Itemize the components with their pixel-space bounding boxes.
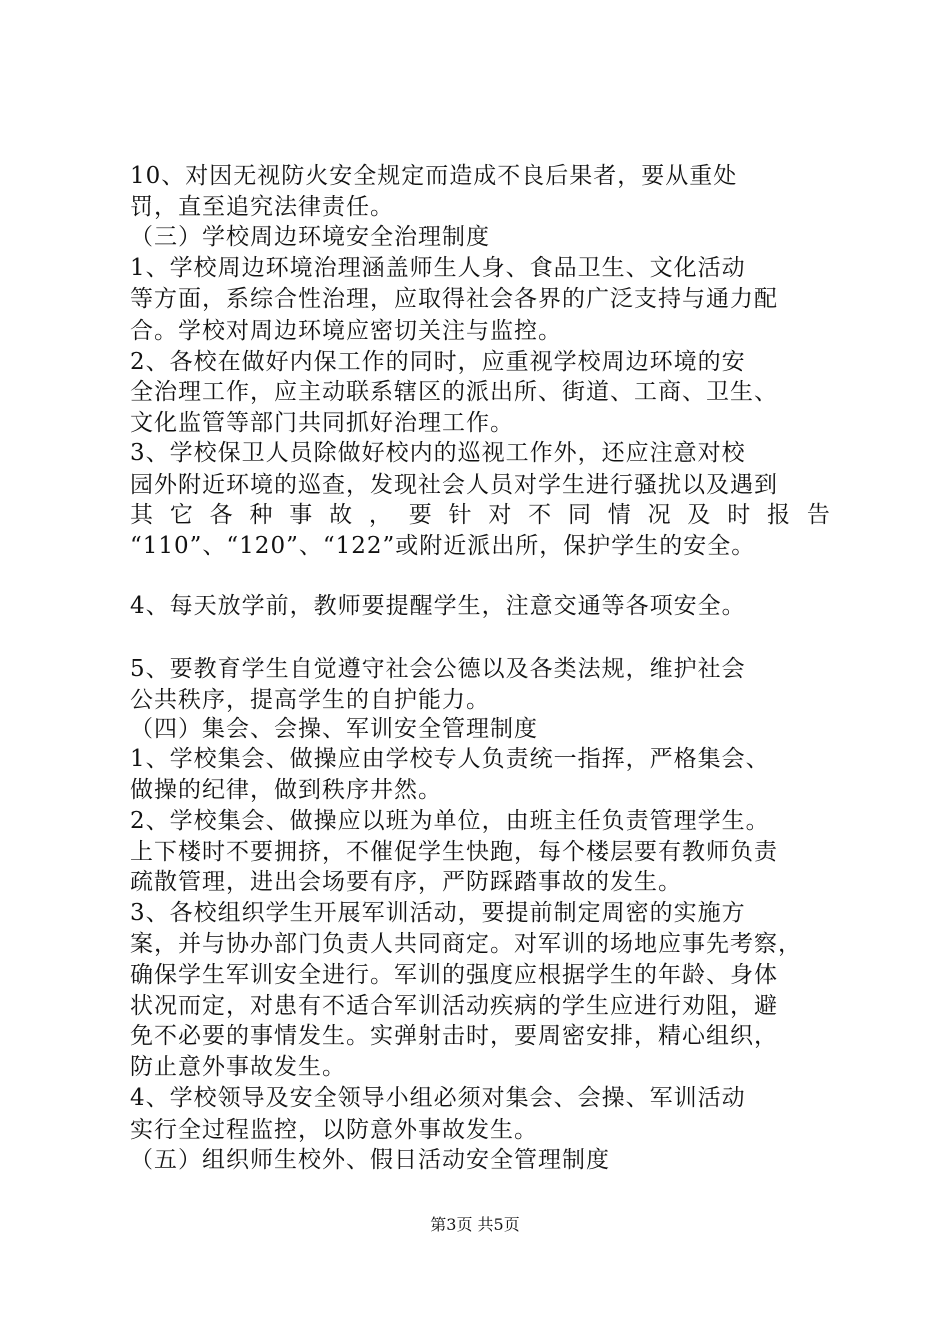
- body-text-line: “110”、“120”、“122”或附近派出所，保护学生的安全。: [130, 533, 756, 559]
- text-char: 对: [488, 502, 512, 528]
- body-text-line: 公共秩序，提高学生的自护能力。: [130, 687, 490, 713]
- body-text-line: 防止意外事故发生。: [130, 1054, 346, 1080]
- text-char: 故: [329, 502, 353, 528]
- text-char: 报: [767, 502, 790, 528]
- text-char: 种: [249, 502, 273, 528]
- section-heading: （五）组织师生校外、假日活动安全管理制度: [130, 1147, 610, 1173]
- body-text-line: 罚，直至追究法律责任。: [130, 194, 394, 220]
- text-char: 及: [687, 502, 711, 528]
- body-text-line: 实行全过程监控，以防意外事故发生。: [130, 1117, 538, 1143]
- body-text-line: 10、对因无视防火安全规定而造成不良后果者，要从重处: [130, 163, 738, 189]
- section-heading: （四）集会、会操、军训安全管理制度: [130, 716, 538, 742]
- text-char: 其: [130, 502, 153, 528]
- body-text-line: 1、学校周边环境治理涵盖师生人身、食品卫生、文化活动: [130, 255, 746, 281]
- text-char: 况: [647, 502, 671, 528]
- text-char: 告: [806, 502, 830, 528]
- text-char: 要: [408, 502, 432, 528]
- text-char: ，: [368, 502, 392, 528]
- body-text-line: 确保学生军训安全进行。军训的强度应根据学生的年龄、身体: [130, 962, 778, 988]
- body-text-line: 案，并与协办部门负责人共同商定。对军训的场地应事先考察，: [130, 931, 802, 957]
- body-text-line: 上下楼时不要拥挤，不催促学生快跑，每个楼层要有教师负责: [130, 839, 778, 865]
- body-text-line: 疏散管理，进出会场要有序，严防踩踏事故的发生。: [130, 869, 682, 895]
- body-text-line: 4、学校领导及安全领导小组必须对集会、会操、军训活动: [130, 1085, 746, 1111]
- body-text-line-spread: [130, 498, 830, 532]
- body-text-line: 文化监管等部门共同抓好治理工作。: [130, 410, 514, 436]
- text-char: 同: [567, 502, 591, 528]
- text-char: 针: [448, 502, 472, 528]
- text-char: 时: [727, 502, 751, 528]
- body-text-line: 5、要教育学生自觉遵守社会公德以及各类法规，维护社会: [130, 656, 746, 682]
- body-text-line: 全治理工作，应主动联系辖区的派出所、街道、工商、卫生、: [130, 379, 778, 405]
- body-text-line: 3、各校组织学生开展军训活动，要提前制定周密的实施方: [130, 900, 746, 926]
- body-text-line: 做操的纪律，做到秩序井然。: [130, 777, 442, 803]
- page-number-footer: 第3页 共5页: [430, 1215, 520, 1234]
- body-text-line: 园外附近环境的巡查，发现社会人员对学生进行骚扰以及遇到: [130, 472, 778, 498]
- body-text-line: 免不必要的事情发生。实弹射击时，要周密安排，精心组织，: [130, 1023, 778, 1049]
- body-text-line: 状况而定，对患有不适合军训活动疾病的学生应进行劝阻，避: [130, 993, 778, 1019]
- body-text-line: 2、各校在做好内保工作的同时，应重视学校周边环境的安: [130, 349, 746, 375]
- body-text-line: 1、学校集会、做操应由学校专人负责统一指挥，严格集会、: [130, 746, 770, 772]
- text-char: 它: [169, 502, 193, 528]
- body-text-line: 4、每天放学前，教师要提醒学生，注意交通等各项安全。: [130, 593, 746, 619]
- body-text-line: 2、学校集会、做操应以班为单位，由班主任负责管理学生。: [130, 808, 770, 834]
- text-char: 事: [289, 502, 313, 528]
- body-text-line: 合。学校对周边环境应密切关注与监控。: [130, 318, 562, 344]
- text-char: 各: [209, 502, 233, 528]
- section-heading: （三）学校周边环境安全治理制度: [130, 224, 490, 250]
- text-char: 情: [607, 502, 631, 528]
- body-text-line: 3、学校保卫人员除做好校内的巡视工作外，还应注意对校: [130, 440, 746, 466]
- text-char: 不: [528, 502, 552, 528]
- body-text-line: 等方面，系综合性治理，应取得社会各界的广泛支持与通力配: [130, 286, 778, 312]
